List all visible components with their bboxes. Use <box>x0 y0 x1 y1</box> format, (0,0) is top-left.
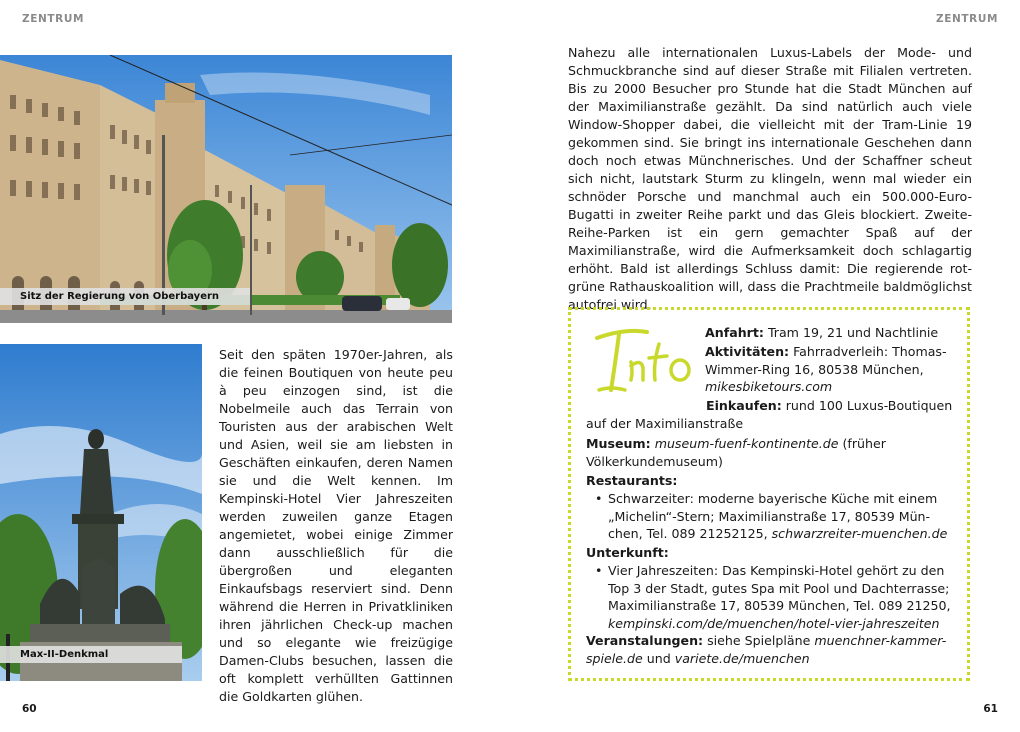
info-museum <box>586 435 886 453</box>
government-building-illustration <box>0 55 452 323</box>
info-einkaufen <box>706 397 952 415</box>
info-aktivitaeten-link-text[interactable]: mikesbiketours.com <box>705 379 833 394</box>
info-aktivitaeten-value: Fahrradverleih: Thomas- <box>789 344 947 359</box>
unterkunft-item <box>586 562 956 632</box>
unterkunft-line1: • Vier Jahreszeiten: Das Kempinski-Hotel gehört zu den <box>608 563 945 578</box>
info-restaurants-list <box>586 490 956 543</box>
restaurant-item <box>586 490 956 543</box>
info-anfahrt-value: Tram 19, 21 und Nachtlinie <box>763 325 939 340</box>
page-number-left: 60 <box>22 703 37 715</box>
unterkunft-line3: Maximilianstraße 17, 80539 München, Tel. 089 21250, <box>608 598 951 613</box>
info-veranstaltungen <box>586 632 946 650</box>
info-veranstaltungen-and: und <box>642 650 675 666</box>
running-header-left: ZENTRUM <box>22 13 84 25</box>
government-photo-caption: Sitz der Regierung von Oberbayern <box>0 288 250 305</box>
restaurant-line1: • Schwarzeiter: moderne bayerische Küche mit einem <box>608 491 938 506</box>
info-einkaufen-line2: auf der Maximilianstraße <box>586 416 744 431</box>
info-anfahrt-label: Anfahrt: <box>705 325 764 340</box>
government-building-photo <box>0 55 452 323</box>
unterkunft-line2: Top 3 der Stadt, gutes Spa mit Pool und Dachterrasse; <box>608 580 950 596</box>
info-veranstaltungen-label: Veranstalungen: <box>586 633 704 648</box>
info-restaurants-label-text: Restaurants: <box>586 473 678 488</box>
info-veranstaltungen-link1[interactable]: muenchner-kammer- <box>814 633 947 648</box>
unterkunft-link[interactable]: kempinski.com/de/muenchen/hotel-vier-jahreszeiten <box>608 615 940 631</box>
unterkunft-bullet-list <box>586 562 956 632</box>
info-unterkunft-label-text: Unterkunft: <box>586 545 669 560</box>
monument-illustration <box>0 344 202 681</box>
info-museum-label: Museum: <box>586 436 651 451</box>
page-number-right: 61 <box>983 703 998 715</box>
restaurant-line3-text: chen, Tel. 089 21252125, <box>608 526 772 541</box>
restaurant-link[interactable]: schwarzreiter-muenchen.de <box>771 526 948 541</box>
running-header-right: ZENTRUM <box>936 13 998 25</box>
info-logo-icon <box>585 320 703 398</box>
info-museum-link[interactable]: museum-fuenf-kontinente.de <box>654 436 839 451</box>
info-aktivitaeten <box>705 343 947 361</box>
monument-photo-caption: Max-II-Denkmal <box>0 646 182 663</box>
info-aktivitaeten-link[interactable] <box>705 378 832 396</box>
info-veranstaltungen-link1-cont[interactable]: spiele.de <box>586 650 643 666</box>
info-veranstaltungen-line2 <box>586 650 810 668</box>
info-einkaufen-value: rund 100 Luxus-Boutiquen <box>781 398 953 413</box>
info-museum-value: (früher <box>838 436 886 451</box>
monument-photo <box>0 344 202 681</box>
restaurant-line2: „Michelin“-Stern; Maximilianstraße 17, 80539 Mün- <box>608 508 931 524</box>
info-unterkunft-list <box>586 562 956 632</box>
info-aktivitaeten-label: Aktivitäten: <box>705 344 790 359</box>
info-veranstaltungen-value: siehe Spielpläne <box>703 633 815 648</box>
info-anfahrt <box>705 324 938 342</box>
restaurants-bullet-list <box>586 490 956 543</box>
info-box <box>568 307 970 681</box>
restaurant-line3 <box>608 525 956 543</box>
left-body-text: Seit den späten 1970er-Jahren, als die feinen Boutiquen von heute peu à peu einzogen sind, ist die Nobelmeile auch das Terrain von Touristen aus der arabischen Welt und Asien, weil sie am liebsten in Geschäften einkaufen, deren Namen sie und die Welt kennen. Im Kempinski-Hotel Vier Jahreszeiten werden zuweilen ganze Etagen angemietet, wobei einige Zimmer dann ausschließlich für die übergroßen und eleganten Einkaufsbags reserviert sind. Denn während die Herren in Privatkliniken ihren jährlichen Check-up machen und so elegante wie freizügige Damen-Clubs besuchen, lassen die oft komplett verhüllten Gattinnen die Goldkarten glühen. <box>219 347 453 704</box>
info-einkaufen-label: Einkaufen: <box>706 398 782 413</box>
info-aktivitaeten-line2: Wimmer-Ring 16, 80538 München, <box>705 361 924 377</box>
info-restaurants-label <box>586 472 677 490</box>
info-veranstaltungen-link2[interactable]: variete.de/muenchen <box>674 650 810 666</box>
info-museum-line2: Völkerkundemuseum) <box>586 453 723 469</box>
unterkunft-line4 <box>608 615 956 633</box>
info-unterkunft-label <box>586 544 669 562</box>
right-body-text: Nahezu alle internationalen Luxus-Labels der Mode- und Schmuckbranche sind auf dieser Straße mit Filialen vertreten. Bis zu 2000 Besucher pro Stunde hat die Stadt München auf der Maximilianstraße gezählt. Da sind natürlich auch viele Window-Shopper dabei, die vielleicht mit der Tram-Linie 19 gekommen sind. Sie bringt ins internationale Geschehen dann doch noch etwas Münchnerisches. Und der Schaffner scheut sich nicht, lautstark Sturm zu klingeln, wenn mal wieder ein schnöder Porsche und manchmal auch ein 500.000-Euro-Bugatti in zweiter Reihe parkt und das Gleis blockiert. Zweite-Reihe-Parken ist ein gern gemachter Spaß auf der Maximilianstraße, wird die Aufmerksamkeit doch schlagartig erhöht. Bald ist allerdings Schluss damit: Die regierende rot-grüne Rathauskoalition will, dass die Prachtmeile baldmöglichst autofrei wird. <box>568 45 972 312</box>
